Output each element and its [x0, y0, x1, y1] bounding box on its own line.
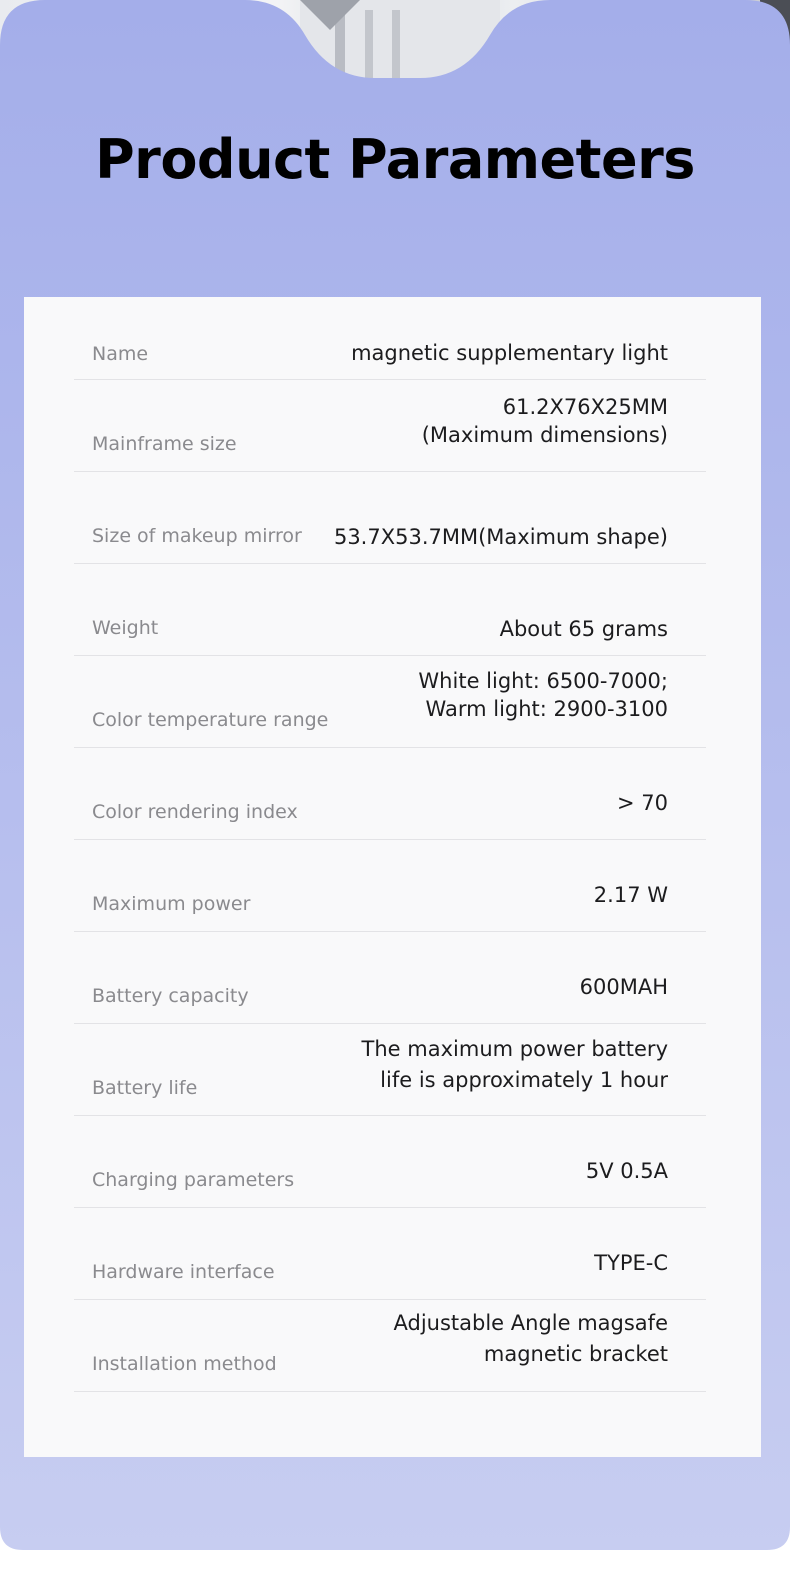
- spec-label: Color rendering index: [92, 801, 298, 823]
- spec-row-charging-parameters: [74, 1115, 706, 1208]
- spec-row-weight: [74, 563, 706, 656]
- spec-row-mirror-size: [74, 471, 706, 564]
- spec-card: [24, 297, 761, 1457]
- spec-value: 5V 0.5A: [585, 1159, 668, 1183]
- spec-value: 53.7X53.7MM(Maximum shape): [333, 525, 668, 549]
- spec-value: 2.17 W: [593, 883, 668, 907]
- spec-label: Charging parameters: [92, 1169, 295, 1191]
- spec-value: magnetic supplementary light: [351, 341, 668, 365]
- spec-label: Weight: [92, 617, 159, 639]
- spec-row-color-temperature: [74, 655, 706, 748]
- spec-value: Adjustable Angle magsafe magnetic bracket: [393, 1311, 668, 1366]
- spec-value: TYPE-C: [594, 1251, 668, 1275]
- spec-value: 61.2X76X25MM (Maximum dimensions): [421, 395, 668, 447]
- spec-label: Battery life: [92, 1077, 198, 1099]
- spec-label: Battery capacity: [92, 985, 249, 1007]
- spec-row-installation-method: [74, 1299, 706, 1392]
- spec-row-name: [74, 331, 706, 380]
- spec-label: Installation method: [92, 1353, 277, 1375]
- spec-value: About 65 grams: [499, 617, 668, 641]
- spec-row-mainframe-size: [74, 379, 706, 472]
- spec-label: Size of makeup mirror: [92, 525, 302, 547]
- spec-value: The maximum power battery life is approximately 1 hour: [361, 1037, 668, 1092]
- spec-label: Color temperature range: [92, 709, 329, 731]
- spec-row-hardware-interface: [74, 1207, 706, 1300]
- spec-row-color-rendering: [74, 747, 706, 840]
- spec-label: Mainframe size: [92, 433, 237, 455]
- spec-label: Maximum power: [92, 893, 251, 915]
- spec-label: Hardware interface: [92, 1261, 275, 1283]
- spec-row-battery-life: [74, 1023, 706, 1116]
- spec-value: > 70: [617, 791, 668, 815]
- spec-row-maximum-power: [74, 839, 706, 932]
- spec-value: 600MAH: [579, 975, 668, 999]
- spec-value: White light: 6500-7000; Warm light: 2900-3100: [418, 669, 668, 721]
- page-title: Product Parameters: [95, 128, 695, 191]
- spec-row-battery-capacity: [74, 931, 706, 1024]
- spec-label: Name: [92, 343, 149, 365]
